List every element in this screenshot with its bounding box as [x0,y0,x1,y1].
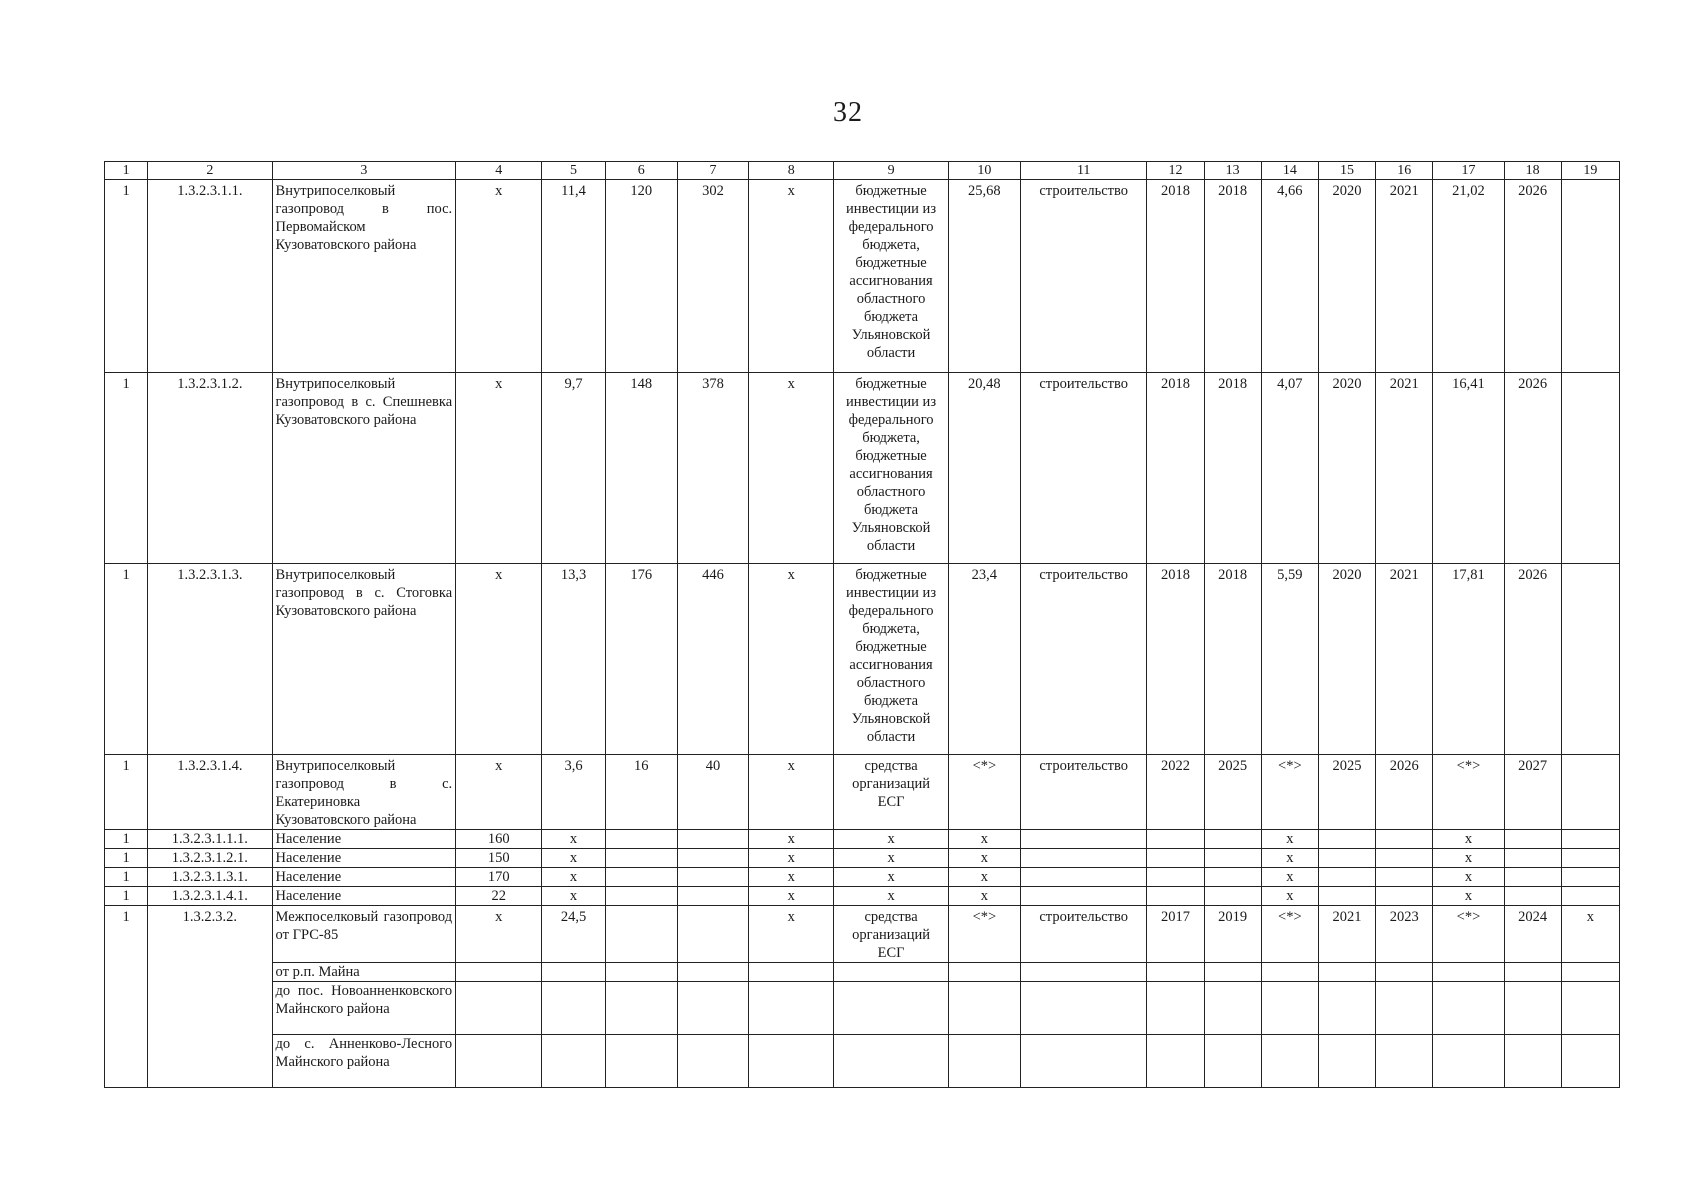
col-10-cell: 23,4 [948,564,1020,755]
empty-cell [1504,1035,1561,1088]
col-16-cell: 2026 [1376,755,1433,830]
level-cell: 1 [105,868,148,887]
column-header: 9 [834,162,948,180]
col-12-cell: 2022 [1147,755,1204,830]
level-cell: 1 [105,180,148,373]
funding-source-cell: x [834,887,948,906]
column-header: 19 [1561,162,1619,180]
col-17-cell: <*> [1433,755,1504,830]
empty-cell [1204,982,1261,1035]
column-header: 5 [542,162,605,180]
col-17-cell: x [1433,830,1504,849]
col-19-cell [1561,373,1619,564]
col-4-cell: x [456,906,542,963]
col-6-cell: 120 [605,180,677,373]
col-14-cell: <*> [1261,755,1318,830]
col-6-cell: 148 [605,373,677,564]
empty-cell [1261,1035,1318,1088]
col-13-cell: 2019 [1204,906,1261,963]
col-4-cell: 170 [456,868,542,887]
col-5-cell: x [542,868,605,887]
col-19-cell [1561,868,1619,887]
col-19-cell [1561,180,1619,373]
col-13-cell: 2018 [1204,564,1261,755]
col-18-cell [1504,830,1561,849]
code-cell: 1.3.2.3.1.1.1. [148,830,272,849]
col-10-cell: <*> [948,755,1020,830]
col-14-cell: x [1261,887,1318,906]
empty-cell [677,1035,748,1088]
col-8-cell: x [749,906,834,963]
col-8-cell: x [749,887,834,906]
col-15-cell [1318,830,1375,849]
column-header: 1 [105,162,148,180]
data-table [104,161,1620,1088]
col-6-cell [605,906,677,963]
col-18-cell: 2026 [1504,564,1561,755]
col-19-cell [1561,849,1619,868]
funding-source-cell: бюджетные инвестиции из федерального бюджета, бюджетные ассигнования областного бюджета Ульяновской области [834,373,948,564]
col-17-cell: x [1433,868,1504,887]
col-7-cell [677,906,748,963]
object-name-cell: Население [272,830,456,849]
col-4-cell: 150 [456,849,542,868]
funding-source-cell: средства организаций ЕСГ [834,755,948,830]
funding-source-cell: средства организаций ЕСГ [834,906,948,963]
col-6-cell: 16 [605,755,677,830]
col-13-cell [1204,868,1261,887]
col-16-cell: 2021 [1376,564,1433,755]
empty-cell [1376,982,1433,1035]
col-12-cell: 2018 [1147,373,1204,564]
object-name-cell: Внутрипоселковый газопровод в с. Стоговка Кузоватовского района [272,564,456,755]
col-4-cell: 160 [456,830,542,849]
col-5-cell: x [542,849,605,868]
col-5-cell: 3,6 [542,755,605,830]
empty-cell [1318,1035,1375,1088]
col-16-cell [1376,887,1433,906]
col-14-cell: 5,59 [1261,564,1318,755]
col-15-cell [1318,868,1375,887]
route-segment-cell: от р.п. Майна [272,963,456,982]
column-header: 7 [677,162,748,180]
empty-cell [948,1035,1020,1088]
col-16-cell [1376,830,1433,849]
work-type-cell: строительство [1020,564,1146,755]
col-12-cell [1147,830,1204,849]
col-8-cell: x [749,755,834,830]
table-row [105,906,1620,963]
col-14-cell: 4,07 [1261,373,1318,564]
work-type-cell [1020,830,1146,849]
column-header: 18 [1504,162,1561,180]
column-header: 8 [749,162,834,180]
col-14-cell: 4,66 [1261,180,1318,373]
col-14-cell: x [1261,849,1318,868]
empty-cell [542,982,605,1035]
funding-source-cell: бюджетные инвестиции из федерального бюджета, бюджетные ассигнования областного бюджета Ульяновской области [834,564,948,755]
code-cell: 1.3.2.3.1.2.1. [148,849,272,868]
col-10-cell: 20,48 [948,373,1020,564]
col-13-cell: 2025 [1204,755,1261,830]
col-7-cell [677,830,748,849]
column-header: 3 [272,162,456,180]
empty-cell [1261,982,1318,1035]
col-10-cell: x [948,868,1020,887]
code-cell: 1.3.2.3.1.2. [148,373,272,564]
empty-cell [1318,982,1375,1035]
col-15-cell: 2021 [1318,906,1375,963]
col-16-cell: 2021 [1376,180,1433,373]
empty-cell [834,963,948,982]
empty-cell [1261,963,1318,982]
code-cell: 1.3.2.3.1.1. [148,180,272,373]
empty-cell [1376,1035,1433,1088]
col-7-cell [677,887,748,906]
col-17-cell: 17,81 [1433,564,1504,755]
col-4-cell: 22 [456,887,542,906]
col-13-cell [1204,830,1261,849]
empty-cell [1204,963,1261,982]
column-header: 17 [1433,162,1504,180]
col-7-cell [677,868,748,887]
col-4-cell: x [456,373,542,564]
work-type-cell: строительство [1020,180,1146,373]
col-18-cell: 2024 [1504,906,1561,963]
work-type-cell: строительство [1020,755,1146,830]
work-type-cell [1020,887,1146,906]
col-8-cell: x [749,373,834,564]
col-15-cell: 2020 [1318,180,1375,373]
table-row [105,830,1620,849]
table-row [105,849,1620,868]
col-15-cell: 2020 [1318,373,1375,564]
table-row [105,373,1620,564]
col-19-cell [1561,564,1619,755]
empty-cell [456,982,542,1035]
col-16-cell: 2021 [1376,373,1433,564]
col-4-cell: x [456,755,542,830]
col-10-cell: x [948,887,1020,906]
col-8-cell: x [749,180,834,373]
empty-cell [1147,982,1204,1035]
funding-source-cell: x [834,830,948,849]
empty-cell [605,982,677,1035]
funding-source-cell: x [834,849,948,868]
col-17-cell: 21,02 [1433,180,1504,373]
col-15-cell [1318,849,1375,868]
col-16-cell [1376,849,1433,868]
object-name-cell: Внутрипоселковый газопровод в с. Спешневка Кузоватовского района [272,373,456,564]
empty-cell [948,963,1020,982]
empty-cell [677,963,748,982]
page-number: 32 [833,97,863,128]
col-17-cell: 16,41 [1433,373,1504,564]
funding-source-cell: x [834,868,948,887]
col-8-cell: x [749,830,834,849]
col-12-cell [1147,868,1204,887]
empty-cell [605,963,677,982]
col-8-cell: x [749,564,834,755]
empty-cell [948,982,1020,1035]
col-7-cell: 40 [677,755,748,830]
code-cell: 1.3.2.3.1.4.1. [148,887,272,906]
col-8-cell: x [749,868,834,887]
empty-cell [1318,963,1375,982]
empty-cell [1433,1035,1504,1088]
col-4-cell: x [456,180,542,373]
object-name-cell: Население [272,849,456,868]
column-number-row [105,162,1620,180]
empty-cell [749,1035,834,1088]
empty-cell [834,1035,948,1088]
column-header: 4 [456,162,542,180]
col-10-cell: x [948,830,1020,849]
col-13-cell [1204,849,1261,868]
col-18-cell: 2027 [1504,755,1561,830]
column-header: 10 [948,162,1020,180]
col-15-cell: 2020 [1318,564,1375,755]
level-cell: 1 [105,373,148,564]
table-row [105,982,1620,1035]
column-header: 16 [1376,162,1433,180]
col-5-cell: x [542,830,605,849]
empty-cell [1561,963,1619,982]
col-18-cell [1504,868,1561,887]
route-segment-cell: до с. Анненково-Лесного Майнского района [272,1035,456,1088]
empty-cell [1147,963,1204,982]
column-header: 12 [1147,162,1204,180]
empty-cell [605,1035,677,1088]
col-12-cell: 2017 [1147,906,1204,963]
column-header: 6 [605,162,677,180]
empty-cell [1020,982,1146,1035]
col-14-cell: x [1261,868,1318,887]
route-segment-cell: до пос. Новоанненковского Майнского района [272,982,456,1035]
level-cell: 1 [105,906,148,1088]
code-cell: 1.3.2.3.1.3. [148,564,272,755]
col-8-cell: x [749,849,834,868]
col-13-cell [1204,887,1261,906]
object-name-cell: Межпоселковый газопровод от ГРС-85 [272,906,456,963]
empty-cell [542,963,605,982]
column-header: 14 [1261,162,1318,180]
empty-cell [542,1035,605,1088]
col-12-cell [1147,849,1204,868]
col-5-cell: 13,3 [542,564,605,755]
col-18-cell: 2026 [1504,373,1561,564]
object-name-cell: Население [272,868,456,887]
col-17-cell: x [1433,849,1504,868]
col-19-cell [1561,830,1619,849]
empty-cell [1204,1035,1261,1088]
col-6-cell [605,849,677,868]
empty-cell [456,963,542,982]
code-cell: 1.3.2.3.2. [148,906,272,1088]
col-16-cell: 2023 [1376,906,1433,963]
level-cell: 1 [105,849,148,868]
object-name-cell: Внутрипоселковый газопровод в с. Екатериновка Кузоватовского района [272,755,456,830]
col-13-cell: 2018 [1204,373,1261,564]
empty-cell [834,982,948,1035]
column-header: 15 [1318,162,1375,180]
col-13-cell: 2018 [1204,180,1261,373]
col-12-cell: 2018 [1147,564,1204,755]
col-18-cell [1504,849,1561,868]
code-cell: 1.3.2.3.1.3.1. [148,868,272,887]
col-15-cell [1318,887,1375,906]
col-6-cell [605,868,677,887]
col-12-cell: 2018 [1147,180,1204,373]
col-7-cell: 302 [677,180,748,373]
empty-cell [677,982,748,1035]
col-19-cell [1561,887,1619,906]
col-5-cell: x [542,887,605,906]
col-18-cell: 2026 [1504,180,1561,373]
empty-cell [1020,963,1146,982]
table-row [105,1035,1620,1088]
col-19-cell [1561,755,1619,830]
empty-cell [1433,982,1504,1035]
table-row [105,755,1620,830]
col-6-cell [605,830,677,849]
table-row [105,887,1620,906]
empty-cell [749,982,834,1035]
table-row [105,564,1620,755]
col-18-cell [1504,887,1561,906]
column-header: 13 [1204,162,1261,180]
col-12-cell [1147,887,1204,906]
col-5-cell: 24,5 [542,906,605,963]
level-cell: 1 [105,755,148,830]
col-5-cell: 11,4 [542,180,605,373]
col-6-cell: 176 [605,564,677,755]
col-14-cell: x [1261,830,1318,849]
col-4-cell: x [456,564,542,755]
level-cell: 1 [105,564,148,755]
work-type-cell [1020,849,1146,868]
col-7-cell: 378 [677,373,748,564]
empty-cell [1561,982,1619,1035]
col-19-cell: x [1561,906,1619,963]
empty-cell [1504,982,1561,1035]
table-row [105,180,1620,373]
empty-cell [1561,1035,1619,1088]
column-header: 11 [1020,162,1146,180]
col-6-cell [605,887,677,906]
table-row [105,963,1620,982]
empty-cell [1376,963,1433,982]
col-7-cell: 446 [677,564,748,755]
level-cell: 1 [105,887,148,906]
empty-cell [749,963,834,982]
table-row [105,868,1620,887]
code-cell: 1.3.2.3.1.4. [148,755,272,830]
empty-cell [456,1035,542,1088]
col-17-cell: x [1433,887,1504,906]
col-5-cell: 9,7 [542,373,605,564]
col-7-cell [677,849,748,868]
col-14-cell: <*> [1261,906,1318,963]
col-10-cell: <*> [948,906,1020,963]
work-type-cell: строительство [1020,906,1146,963]
col-10-cell: 25,68 [948,180,1020,373]
object-name-cell: Население [272,887,456,906]
col-10-cell: x [948,849,1020,868]
column-header: 2 [148,162,272,180]
empty-cell [1433,963,1504,982]
funding-source-cell: бюджетные инвестиции из федерального бюджета, бюджетные ассигнования областного бюджета Ульяновской области [834,180,948,373]
work-type-cell [1020,868,1146,887]
empty-cell [1147,1035,1204,1088]
level-cell: 1 [105,830,148,849]
col-16-cell [1376,868,1433,887]
empty-cell [1504,963,1561,982]
col-17-cell: <*> [1433,906,1504,963]
empty-cell [1020,1035,1146,1088]
object-name-cell: Внутрипоселковый газопровод в пос. Первомайском Кузоватовского района [272,180,456,373]
work-type-cell: строительство [1020,373,1146,564]
col-15-cell: 2025 [1318,755,1375,830]
